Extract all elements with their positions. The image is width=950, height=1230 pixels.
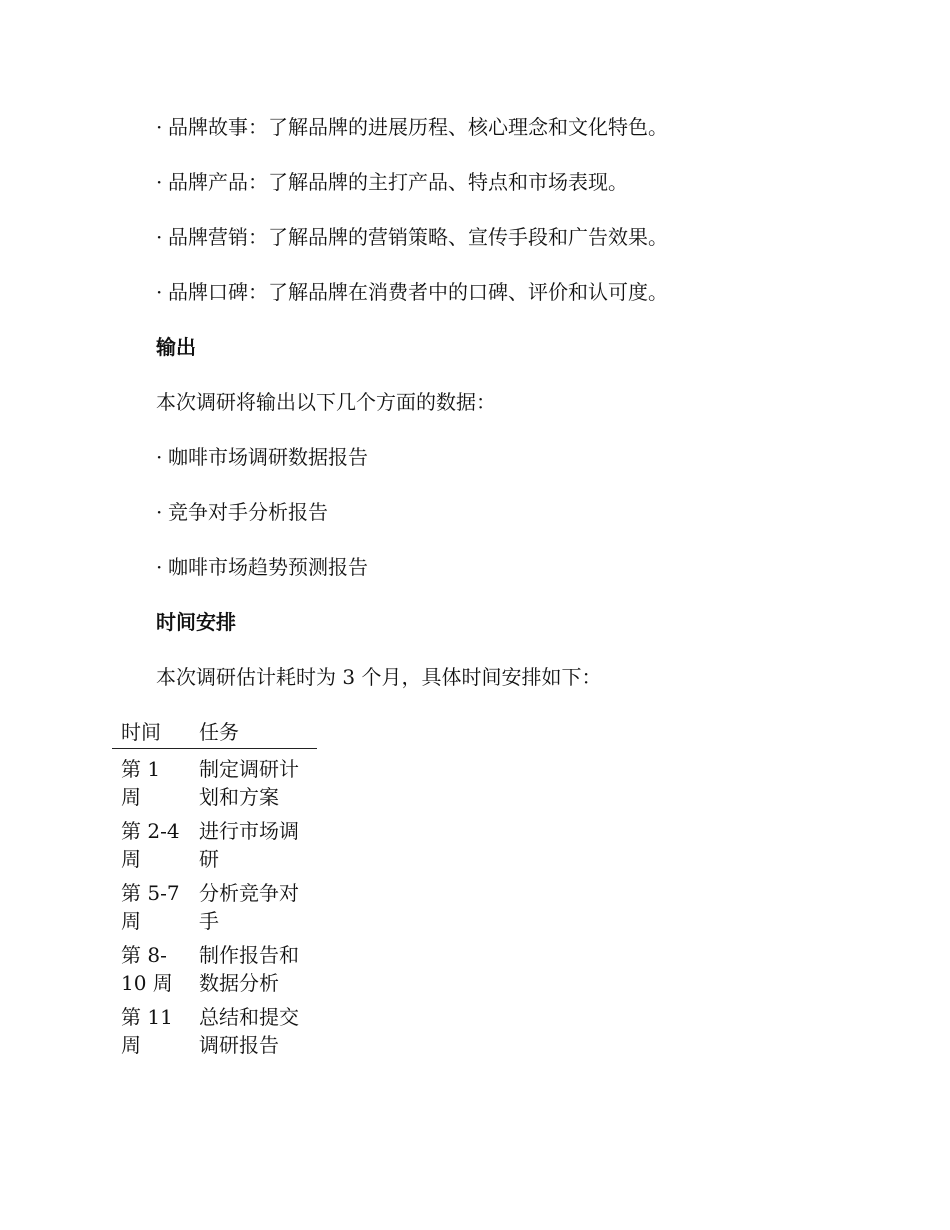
- schedule-intro: 本次调研估计耗时为 3 个月，具体时间安排如下：: [156, 665, 602, 689]
- table-cell-time: [112, 749, 199, 812]
- table-cell-time: [112, 935, 199, 997]
- output-intro: 本次调研将输出以下几个方面的数据：: [156, 390, 496, 414]
- table-row: [112, 997, 317, 1059]
- cell-line: 调研报告: [199, 1033, 279, 1057]
- cell-line: 第 8-: [121, 943, 167, 967]
- cell-line: 总结和提交: [199, 1005, 299, 1029]
- cell-line: 制定调研计: [199, 757, 299, 781]
- bullet-item: [156, 443, 368, 471]
- bullet-icon: ·: [156, 170, 163, 194]
- cell-line: 周: [121, 909, 141, 933]
- cell-line: 第 11: [121, 1005, 173, 1029]
- cell-line: 周: [121, 785, 141, 809]
- table-cell-task: [199, 997, 317, 1059]
- table-header-row: [112, 718, 317, 749]
- bullet-item: [156, 498, 328, 526]
- cell-line: 10 周: [121, 971, 173, 995]
- bullet-text: 竞争对手分析报告: [168, 500, 328, 524]
- bullet-icon: ·: [156, 115, 163, 139]
- bullet-item: [156, 553, 368, 581]
- cell-line: 周: [121, 1033, 141, 1057]
- bullet-icon: ·: [156, 225, 163, 249]
- table-header-task: 任务: [199, 718, 317, 749]
- table-cell-task: [199, 811, 317, 873]
- bullet-item: [156, 113, 668, 141]
- section-heading-schedule: 时间安排: [156, 610, 236, 634]
- cell-line: 周: [121, 847, 141, 871]
- bullet-text: 咖啡市场趋势预测报告: [168, 555, 368, 579]
- table-header-time: 时间: [112, 718, 199, 749]
- table-cell-task: [199, 873, 317, 935]
- bullet-item: [156, 168, 628, 196]
- bullet-text: 品牌营销：了解品牌的营销策略、宣传手段和广告效果。: [168, 225, 668, 249]
- table-cell-time: [112, 811, 199, 873]
- bullet-text: 品牌口碑：了解品牌在消费者中的口碑、评价和认可度。: [168, 280, 668, 304]
- table-row: [112, 935, 317, 997]
- bullet-text: 咖啡市场调研数据报告: [168, 445, 368, 469]
- cell-line: 第 5-7: [121, 881, 180, 905]
- bullet-item: [156, 223, 668, 251]
- table-cell-time: [112, 873, 199, 935]
- table-cell-task: [199, 749, 317, 812]
- bullet-icon: ·: [156, 500, 163, 524]
- cell-line: 划和方案: [199, 785, 279, 809]
- table-cell-time: [112, 997, 199, 1059]
- cell-line: 第 1: [121, 757, 161, 781]
- bullet-text: 品牌故事：了解品牌的进展历程、核心理念和文化特色。: [168, 115, 668, 139]
- bullet-icon: ·: [156, 280, 163, 304]
- bullet-icon: ·: [156, 445, 163, 469]
- table-row: [112, 749, 317, 812]
- table-row: [112, 873, 317, 935]
- cell-line: 制作报告和: [199, 943, 299, 967]
- bullet-text: 品牌产品：了解品牌的主打产品、特点和市场表现。: [168, 170, 628, 194]
- cell-line: 研: [199, 847, 219, 871]
- cell-line: 数据分析: [199, 971, 279, 995]
- schedule-table: [112, 718, 317, 1059]
- bullet-icon: ·: [156, 555, 163, 579]
- cell-line: 手: [199, 909, 219, 933]
- section-heading-output: 输出: [156, 335, 196, 359]
- cell-line: 分析竞争对: [199, 881, 299, 905]
- table-cell-task: [199, 935, 317, 997]
- cell-line: 进行市场调: [199, 819, 299, 843]
- table-row: [112, 811, 317, 873]
- bullet-item: [156, 278, 668, 306]
- cell-line: 第 2-4: [121, 819, 180, 843]
